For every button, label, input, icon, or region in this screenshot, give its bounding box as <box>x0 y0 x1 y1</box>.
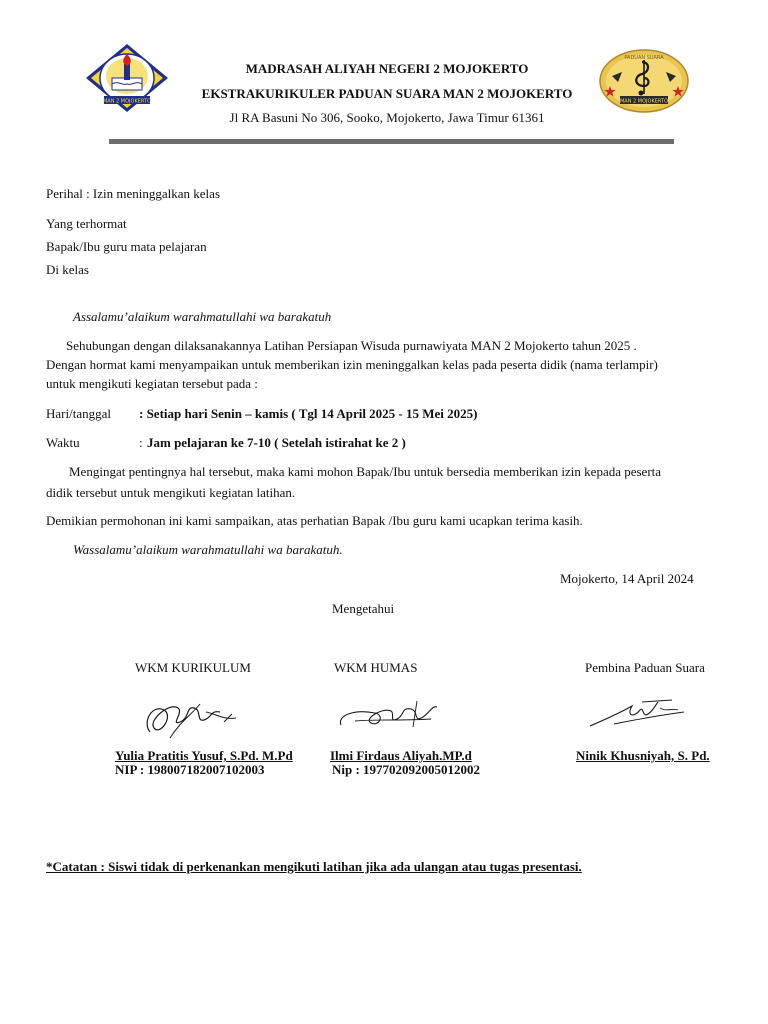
schedule-day-value: : Setiap hari Senin – kamis ( Tgl 14 April 2025 - 15 Mei 2025) <box>139 406 478 421</box>
school-name: MADRASAH ALIYAH NEGERI 2 MOJOKERTO <box>245 61 529 76</box>
svg-text:PADUAN SUARA: PADUAN SUARA <box>624 55 664 61</box>
footnote: *Catatan : Siswi tidak di perkenankan mengikuti latihan jika ada ulangan atau tugas presentasi. <box>46 859 582 874</box>
choir-emblem-logo <box>598 48 690 114</box>
letterhead-rule <box>109 139 674 144</box>
signatory-name-2: Ilmi Firdaus Aliyah.MP.d <box>330 748 472 763</box>
paragraph1-line2: Dengan hormat kami menyampaikan untuk memberikan izin meninggalkan kelas pada peserta didik (nama terlampir) <box>46 357 658 372</box>
paragraph2-line2: didik tersebut untuk mengikuti kegiatan latihan. <box>46 485 296 500</box>
closing-greeting: Wassalamu’alaikum warahmatullahi wa barakatuh. <box>73 542 343 557</box>
schedule-time-label: Waktu <box>46 435 80 450</box>
paragraph3: Demikian permohonan ini kami sampaikan, atas perhatian Bapak /Ibu guru kami ucapkan terima kasih. <box>46 513 583 528</box>
schedule-time-colon: : <box>139 435 143 450</box>
recipient-line-3: Di kelas <box>46 262 89 277</box>
signature-1 <box>140 692 250 744</box>
signatory-title-3: Pembina Paduan Suara <box>585 660 705 675</box>
recipient-line-1: Yang terhormat <box>46 216 127 231</box>
signatory-title-1: WKM KURIKULUM <box>135 660 251 675</box>
paragraph1-line1: Sehubungan dengan dilaksanakannya Latihan Persiapan Wisuda purnawiyata MAN 2 Mojokerto tahun 2025 . <box>66 338 637 353</box>
svg-text:MAN 2 MOJOKERTO: MAN 2 MOJOKERTO <box>102 98 152 105</box>
schedule-day-label: Hari/tanggal <box>46 406 111 421</box>
paragraph1-line3: untuk mengikuti kegiatan tersebut pada : <box>46 376 258 391</box>
subject-line: Perihal : Izin meninggalkan kelas <box>46 186 221 201</box>
signatory-name-3: Ninik Khusniyah, S. Pd. <box>576 748 710 763</box>
signature-2 <box>335 697 445 737</box>
opening-greeting: Assalamu’alaikum warahmatullahi wa barakatuh <box>73 309 332 324</box>
signatory-title-2: WKM HUMAS <box>334 660 418 675</box>
place-date: Mojokerto, 14 April 2024 <box>560 571 694 586</box>
school-crest-logo <box>82 42 172 114</box>
recipient-line-2: Bapak/Ibu guru mata pelajaran <box>46 239 207 254</box>
paragraph2-line1: Mengingat pentingnya hal tersebut, maka kami mohon Bapak/Ibu untuk bersedia memberikan izin kepada peserta <box>69 464 662 479</box>
svg-text:MAN 2 MOJOKERTO: MAN 2 MOJOKERTO <box>619 98 669 105</box>
signatory-name-1: Yulia Pratitis Yusuf, S.Pd. M.Pd <box>115 748 293 763</box>
address: Jl RA Basuni No 306, Sooko, Mojokerto, Jawa Timur 61361 <box>229 110 545 125</box>
signature-3 <box>584 694 694 734</box>
unit-name: EKSTRAKURIKULER PADUAN SUARA MAN 2 MOJOKERTO <box>201 86 573 101</box>
signatory-nip-1: NIP : 198007182007102003 <box>115 762 265 777</box>
acknowledged-label: Mengetahui <box>332 601 395 616</box>
signatory-nip-2: Nip : 197702092005012002 <box>332 762 481 777</box>
schedule-time-value: Jam pelajaran ke 7-10 ( Setelah istirahat ke 2 ) <box>147 435 406 450</box>
